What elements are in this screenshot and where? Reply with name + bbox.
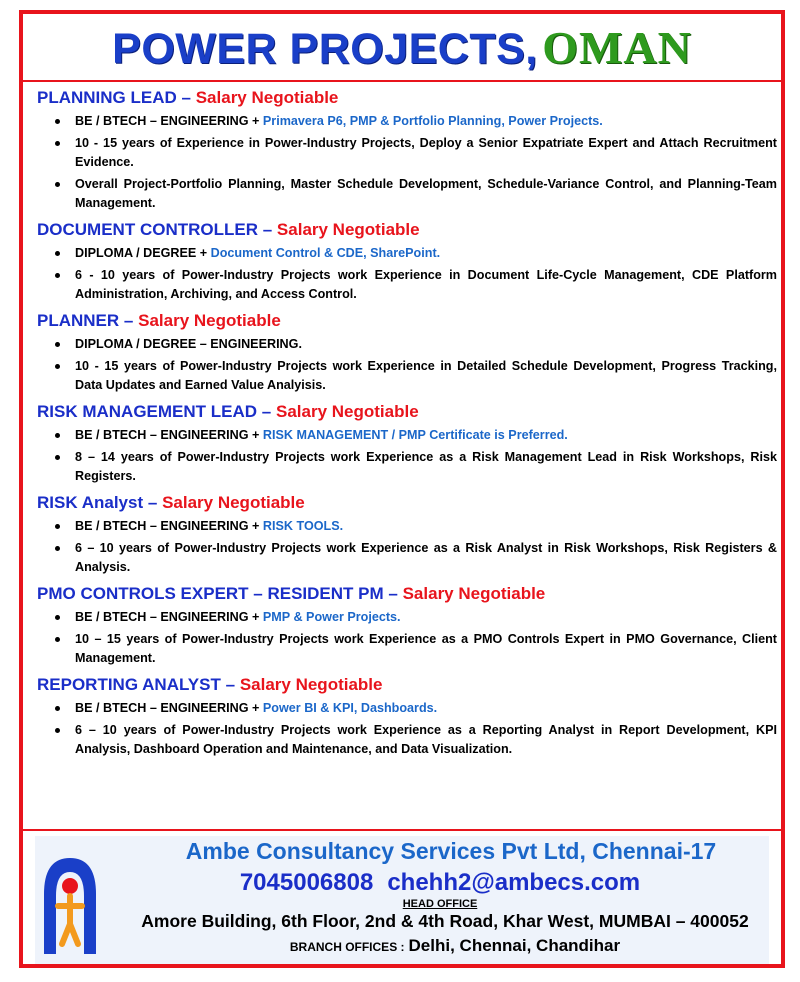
requirement-text: BE / BTECH – ENGINEERING +	[75, 519, 263, 533]
bullet-icon	[55, 342, 60, 347]
job-requirements	[37, 608, 777, 668]
requirement-highlight: PMP & Power Projects.	[262, 610, 401, 624]
job-title-separator: –	[181, 88, 191, 107]
requirement-text: BE / BTECH – ENGINEERING +	[75, 114, 263, 128]
requirement-item	[37, 134, 777, 172]
bullet-icon	[55, 524, 60, 529]
requirement-text: 6 – 10 years of Power-Industry Projects work Experience as a Reporting Analyst in Report Development, KPI Analysis, Dashboard Operation and Maintenance, and Data Visualization.	[75, 723, 777, 756]
bullet-icon	[55, 182, 60, 187]
requirement-highlight: Primavera P6, PMP & Portfolio Planning, Power Projects.	[262, 114, 603, 128]
requirement-item	[37, 357, 777, 395]
job-salary: Salary Negotiable	[276, 220, 420, 239]
job-section	[37, 87, 777, 213]
requirement-item	[37, 244, 777, 263]
job-heading	[37, 492, 777, 514]
branch-offices-label: BRANCH OFFICES :	[289, 940, 405, 954]
job-section	[37, 583, 777, 668]
requirement-text: DIPLOMA / DEGREE – ENGINEERING.	[75, 337, 302, 351]
job-section	[37, 310, 777, 395]
job-requirements	[37, 244, 777, 304]
bullet-icon	[55, 141, 60, 146]
job-requirements	[37, 699, 777, 759]
requirement-highlight: RISK MANAGEMENT / PMP Certificate is Preferred.	[262, 428, 568, 442]
title-main: POWER PROJECTS,	[112, 25, 538, 73]
job-title: PMO CONTROLS EXPERT – RESIDENT PM	[37, 584, 384, 603]
bullet-icon	[55, 273, 60, 278]
job-section	[37, 401, 777, 486]
job-section	[37, 492, 777, 577]
title-country: OMAN	[542, 22, 692, 73]
requirement-item	[37, 175, 777, 213]
job-title-separator: –	[147, 493, 158, 512]
requirement-text: BE / BTECH – ENGINEERING +	[75, 428, 263, 442]
job-requirements	[37, 517, 777, 577]
job-title: RISK Analyst	[37, 493, 144, 512]
job-section	[37, 219, 777, 304]
bullet-icon	[55, 728, 60, 733]
job-title: RISK MANAGEMENT LEAD	[37, 402, 258, 421]
bullet-icon	[55, 251, 60, 256]
requirement-text: 6 - 10 years of Power-Industry Projects work Experience in Document Life-Cycle Management, CDE Platform Administration, Archiving, and Access Control.	[75, 268, 777, 301]
job-requirements	[37, 335, 777, 395]
head-office-address: Amore Building, 6th Floor, 2nd & 4th Road, Khar West, MUMBAI – 400052	[141, 911, 749, 931]
bullet-icon	[55, 364, 60, 369]
requirement-text: 6 – 10 years of Power-Industry Projects work Experience as a Risk Analyst in Risk Workshops, Risk Registers & Analysis.	[75, 541, 777, 574]
job-title-separator: –	[388, 584, 398, 603]
page-title	[23, 18, 781, 78]
company-footer	[35, 836, 769, 964]
contact-line	[155, 869, 725, 897]
requirement-text: DIPLOMA / DEGREE +	[75, 246, 211, 260]
requirement-item	[37, 335, 777, 354]
bullet-icon	[55, 455, 60, 460]
requirement-item	[37, 721, 777, 759]
job-heading	[37, 583, 777, 605]
job-heading	[37, 310, 777, 332]
requirement-text: 10 - 15 years of Experience in Power-Industry Projects, Deploy a Senior Expatriate Expert and Attach Recruitment Evidence.	[75, 136, 777, 169]
job-heading	[37, 674, 777, 696]
job-heading	[37, 87, 777, 109]
requirement-item	[37, 517, 777, 536]
job-title: PLANNER	[37, 311, 120, 330]
requirement-item	[37, 112, 777, 131]
footer-divider	[23, 829, 781, 831]
job-title-separator: –	[123, 311, 134, 330]
job-title: REPORTING ANALYST	[37, 675, 221, 694]
title-divider	[23, 80, 781, 82]
job-salary: Salary Negotiable	[276, 402, 419, 421]
requirement-item	[37, 539, 777, 577]
branch-offices	[135, 936, 775, 956]
job-requirements	[37, 426, 777, 486]
requirement-highlight: Document Control & CDE, SharePoint.	[210, 246, 441, 260]
head-office-label: HEAD OFFICE	[402, 898, 478, 910]
requirement-text: 8 – 14 years of Power-Industry Projects work Experience as a Risk Management Lead in Risk Workshops, Risk Registers.	[75, 450, 777, 483]
job-requirements	[37, 112, 777, 213]
bullet-icon	[55, 119, 60, 124]
bullet-icon	[55, 706, 60, 711]
job-list	[37, 87, 777, 765]
branch-offices-value: Delhi, Chennai, Chandihar	[408, 936, 621, 955]
phone-number[interactable]: 7045006808	[239, 869, 374, 896]
bullet-icon	[55, 637, 60, 642]
job-salary: Salary Negotiable	[138, 311, 281, 330]
job-salary: Salary Negotiable	[239, 675, 383, 694]
job-salary: Salary Negotiable	[402, 584, 546, 603]
job-heading	[37, 219, 777, 241]
requirement-item	[37, 448, 777, 486]
requirement-text: 10 - 15 years of Power-Industry Projects work Experience in Detailed Schedule Development, Progress Tracking, Data Updates and Earned Value Analyisis.	[75, 359, 777, 392]
bullet-icon	[55, 615, 60, 620]
job-salary: Salary Negotiable	[195, 88, 339, 107]
requirement-highlight: Power BI & KPI, Dashboards.	[262, 701, 438, 715]
requirement-item	[37, 630, 777, 668]
job-title-separator: –	[262, 220, 273, 239]
requirement-highlight: RISK TOOLS.	[262, 519, 344, 533]
requirement-text: BE / BTECH – ENGINEERING +	[75, 701, 263, 715]
requirement-item	[37, 608, 777, 627]
requirement-text: BE / BTECH – ENGINEERING +	[75, 610, 263, 624]
bullet-icon	[55, 433, 60, 438]
requirement-text: 10 – 15 years of Power-Industry Projects work Experience as a PMO Controls Expert in PMO Governance, Client Management.	[75, 632, 777, 665]
job-title-separator: –	[225, 675, 236, 694]
company-name: Ambe Consultancy Services Pvt Ltd, Chennai-17	[185, 838, 717, 864]
job-title: PLANNING LEAD	[37, 88, 177, 107]
poster-frame	[19, 10, 785, 968]
requirement-item	[37, 426, 777, 445]
email-address[interactable]: chehh2@ambecs.com	[387, 869, 641, 896]
requirement-item	[37, 699, 777, 718]
job-heading	[37, 401, 777, 423]
job-title: DOCUMENT CONTROLLER	[37, 220, 258, 239]
requirement-item	[37, 266, 777, 304]
job-section	[37, 674, 777, 759]
job-salary: Salary Negotiable	[162, 493, 305, 512]
bullet-icon	[55, 546, 60, 551]
ambe-logo-icon	[40, 844, 100, 956]
requirement-text: Overall Project-Portfolio Planning, Master Schedule Development, Schedule-Variance Control, and Planning-Team Management.	[75, 177, 777, 210]
job-title-separator: –	[261, 402, 272, 421]
